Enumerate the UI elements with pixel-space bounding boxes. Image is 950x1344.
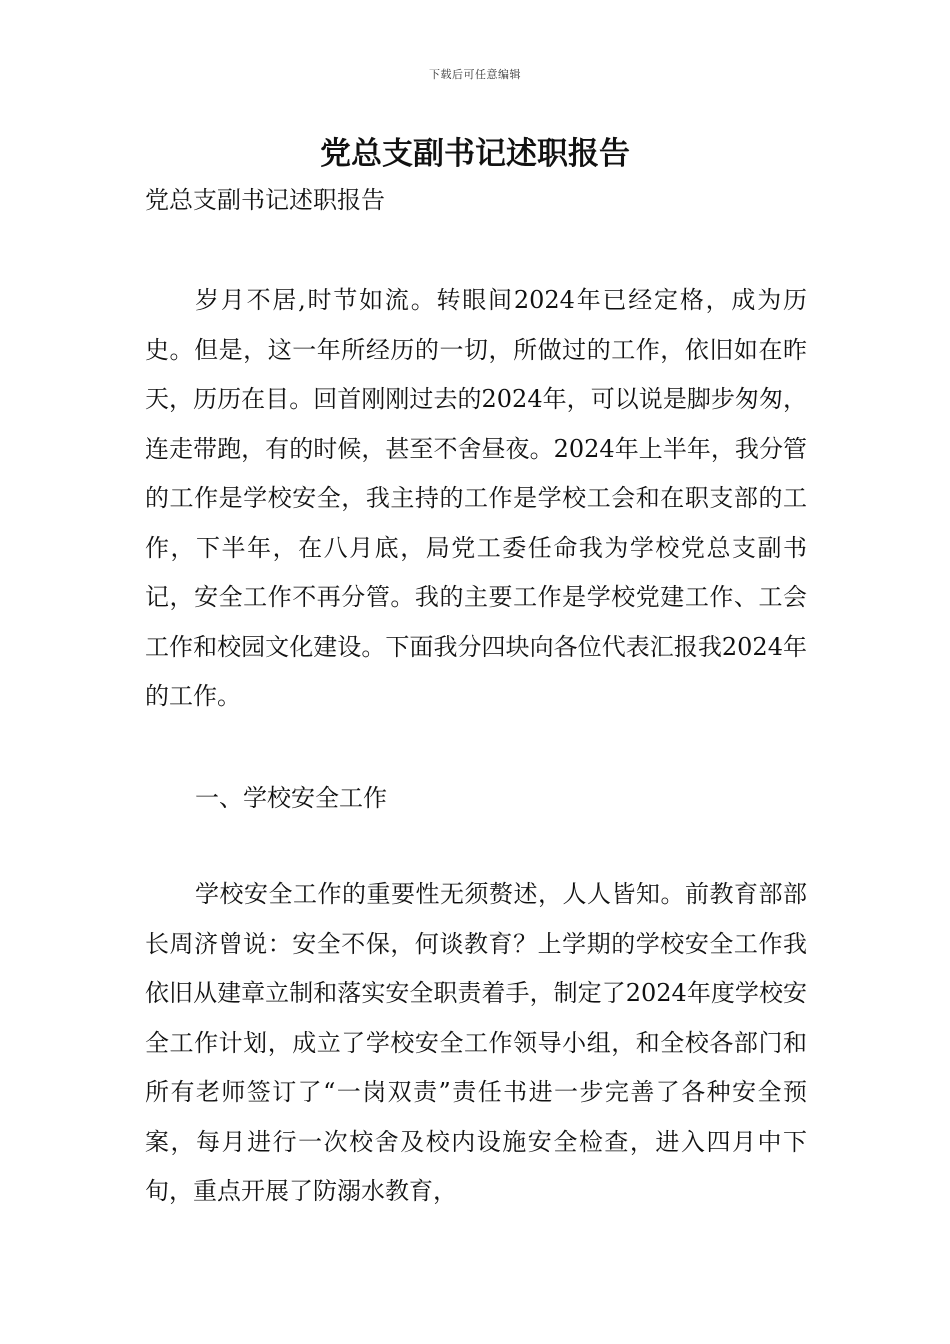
document-subtitle: 党总支副书记述职报告 bbox=[145, 186, 385, 214]
safety-paragraph: 学校安全工作的重要性无须赘述，人人皆知。前教育部部长周济曾说：安全不保，何谈教育？上学期的学校安全工作我依旧从建章立制和落实安全职责着手，制定了2024年度学校安全工作计划，成立了学校安全工作领导小组，和全校各部门和所有老师签订了“一岗双责”责任书进一步完善了各种安全预案，每月进行一次校舍及校内设施安全检查，进入四月中下旬，重点开展了防溺水教育， bbox=[145, 880, 807, 1205]
document-title: 党总支副书记述职报告 bbox=[320, 136, 630, 172]
header-note: 下载后可任意编辑 bbox=[429, 68, 521, 81]
section-heading-safety: 一、学校安全工作 bbox=[195, 784, 387, 812]
intro-paragraph: 岁月不居,时节如流。转眼间2024年已经定格，成为历史。但是，这一年所经历的一切，所做过的工作，依旧如在昨天，历历在目。回首刚刚过去的2024年，可以说是脚步匆匆，连走带跑，有的时候，甚至不舍昼夜。2024年上半年，我分管的工作是学校安全，我主持的工作是学校工会和在职支部的工作，下半年，在八月底，局党工委任命我为学校党总支副书记，安全工作不再分管。我的主要工作是学校党建工作、工会工作和校园文化建设。下面我分四块向各位代表汇报我2024年的工作。 bbox=[145, 286, 807, 710]
